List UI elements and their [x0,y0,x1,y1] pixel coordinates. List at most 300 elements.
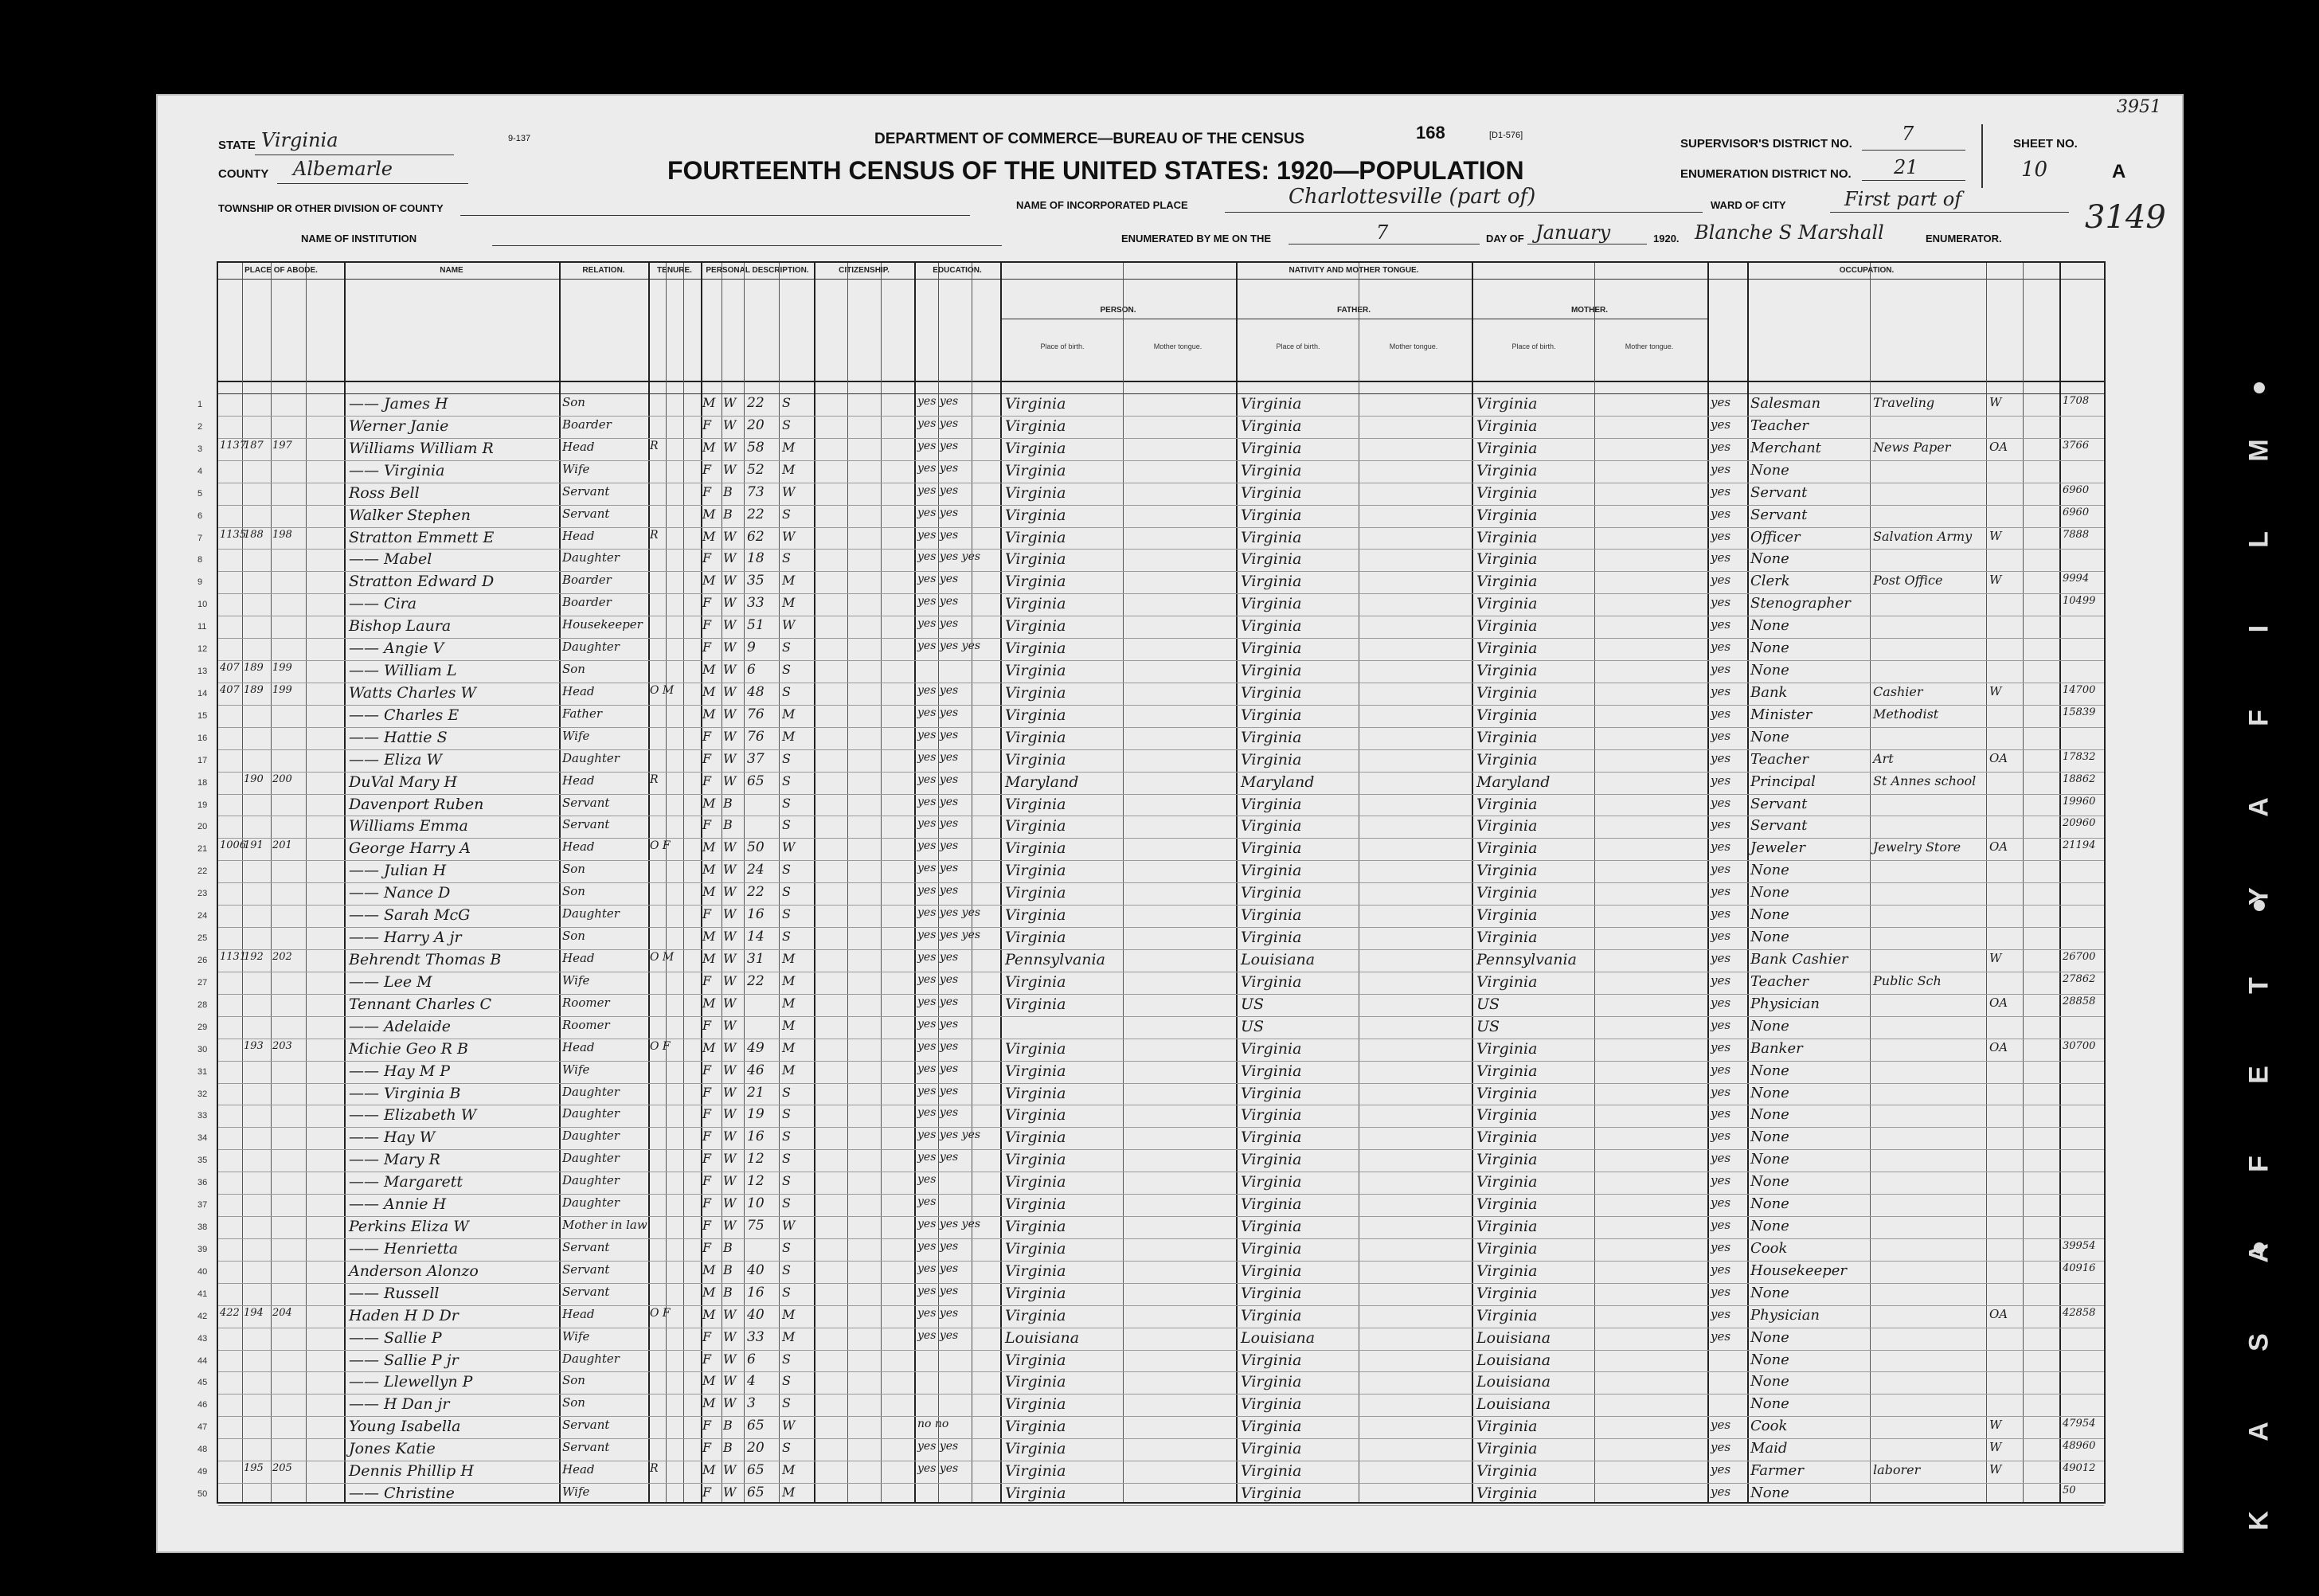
cell-fpob: Virginia [1241,795,1302,813]
cell-dw: 193 [244,1039,264,1052]
cell-race: W [723,395,737,410]
cell-pob: Louisiana [1005,1328,1080,1347]
cell-age: 22 [747,395,765,411]
cell-code: 1708 [2063,395,2090,407]
cell-rel: Head [562,773,595,788]
cell-eng: yes [1711,1462,1731,1477]
row-number: 45 [197,1378,208,1388]
group-citizenship: CITIZENSHIP. [839,266,890,275]
cell-race: W [723,461,737,477]
row-number: 28 [197,999,208,1010]
cell-rel: Servant [562,1262,610,1277]
cell-pob: Virginia [1005,1351,1066,1369]
cell-occ: Physician [1750,995,1820,1012]
cell-name: Dennis Phillip H [349,1462,474,1481]
row-number: 26 [197,956,208,965]
row-number: 43 [197,1333,208,1344]
cell-ms: W [782,617,796,633]
cell-fpob: Virginia [1241,862,1302,880]
cell-mpob: Virginia [1476,1129,1538,1147]
cell-street: 422 [220,1306,240,1319]
cell-age: 52 [747,461,765,478]
cell-occ: Bank [1750,683,1788,701]
cell-pob: Virginia [1005,1151,1066,1169]
cell-eng: yes [1711,439,1731,454]
cell-eng: yes [1711,839,1731,855]
cell-occ: None [1750,662,1789,679]
cell-sex: M [702,395,716,410]
cell-ed: yes yes [917,617,959,631]
cell-age: 76 [747,728,765,745]
cell-sex: M [702,1284,716,1300]
cell-name: Jones Katie [349,1440,436,1458]
cell-mpob: Virginia [1476,1151,1538,1169]
cell-sex: M [702,1262,716,1277]
cell-ind: Jewelry Store [1873,839,1961,855]
cell-mpob: Virginia [1476,862,1538,880]
cell-race: W [723,951,737,966]
cell-eng: yes [1711,906,1731,921]
cell-name: —— Sallie P jr [349,1351,459,1369]
cell-ms: M [782,951,796,966]
cell-ed: yes yes [917,1039,959,1053]
row-number: 5 [197,488,203,499]
cell-mpob: Virginia [1476,683,1538,702]
cell-fpob: Virginia [1241,839,1302,858]
cell-pob: Virginia [1005,728,1066,746]
cell-ms: S [782,662,791,678]
table-row [197,1238,2104,1262]
cell-name: Stratton Emmett E [349,528,495,546]
cell-name: —— Harry A jr [349,929,462,947]
cell-mpob: Virginia [1476,439,1538,457]
cell-mpob: Louisiana [1476,1351,1551,1369]
cell-occ: Salesman [1750,395,1821,412]
census-sheet [156,94,2184,1553]
cell-age: 9 [747,640,756,656]
cell-eng: yes [1711,929,1731,944]
cell-ms: S [782,1151,791,1167]
table-row [197,393,2104,417]
cell-rel: Daughter [562,1129,620,1144]
cell-ed: yes yes [917,461,959,475]
cell-ed: yes yes yes [917,550,981,564]
cell-eng: yes [1711,683,1731,698]
cell-fpob: Virginia [1241,595,1302,613]
row-number: 34 [197,1133,208,1144]
cell-pob: Virginia [1005,1262,1066,1280]
cell-ms: M [782,595,796,611]
cell-name: —— Llewellyn P [349,1373,473,1391]
cell-occ: Teacher [1750,750,1809,768]
cell-ed: yes yes [917,1328,959,1342]
cell-rel: Wife [562,728,590,743]
cell-occ: None [1750,1328,1789,1346]
cell-code: 47954 [2063,1418,2096,1430]
cell-rel: Wife [562,972,590,988]
cell-age: 16 [747,906,765,923]
cell-race: W [723,595,737,611]
table-body [197,393,2104,1503]
cell-ed: yes yes [917,951,959,964]
enumerated-label: ENUMERATED BY ME ON THE [1121,233,1272,244]
cell-mpob: Virginia [1476,906,1538,925]
table-row [197,1172,2104,1195]
cell-emp: OA [1989,1306,2008,1321]
cell-sex: M [702,506,716,522]
group-occupation: OCCUPATION. [1839,266,1895,275]
cell-rel: Daughter [562,1151,620,1166]
cell-name: —— H Dan jr [349,1395,450,1414]
head-person-pob: Place of birth. [1040,342,1085,350]
corner-number: 3951 [2117,97,2161,117]
cell-mpob: Virginia [1476,1195,1538,1214]
head-mother-pob: Place of birth. [1511,342,1556,350]
cell-emp: W [1989,1440,2002,1455]
row-number: 49 [197,1467,208,1477]
cell-ms: S [782,1173,791,1189]
cell-mpob: Virginia [1476,839,1538,858]
cell-race: W [723,550,737,566]
film-letter: M [2243,439,2274,462]
cell-pob: Virginia [1005,1462,1066,1481]
cell-pob: Virginia [1005,1218,1066,1236]
cell-fpob: Virginia [1241,550,1302,569]
cell-occ: Officer [1750,528,1801,546]
cell-occ: None [1750,1106,1789,1124]
year-text: 1920. [1653,233,1680,244]
cell-rel: Servant [562,817,610,832]
cell-age: 16 [747,1284,765,1301]
cell-ms: S [782,862,791,878]
cell-code: 20960 [2063,817,2096,830]
cell-name: DuVal Mary H [349,773,458,791]
cell-race: W [723,1017,737,1033]
cell-sex: F [702,1485,712,1500]
cell-name: Tennant Charles C [349,995,491,1013]
cell-eng: yes [1711,395,1731,409]
film-letter: A [2243,1422,2274,1441]
cell-ten: O F [650,1039,671,1053]
cell-ed: yes yes [917,995,959,1008]
cell-name: —— Julian H [349,862,447,880]
row-number: 6 [197,510,203,521]
cell-ms: S [782,1084,791,1100]
cell-fpob: Virginia [1241,1440,1302,1458]
cell-fpob: Virginia [1241,1106,1302,1125]
cell-rel: Father [562,706,603,721]
cell-mpob: Virginia [1476,483,1538,502]
cell-ed: yes yes [917,683,959,697]
cell-name: Bishop Laura [349,617,452,636]
table-row [197,593,2104,616]
table-row [197,1371,2104,1395]
cell-race: W [723,750,737,766]
cell-eng: yes [1711,1151,1731,1166]
cell-pob: Virginia [1005,839,1066,858]
table-row [197,438,2104,461]
cell-ms: S [782,1106,791,1122]
cell-pob: Virginia [1005,461,1066,479]
cell-mpob: Virginia [1476,1284,1538,1302]
cell-ten: R [650,439,659,452]
cell-mpob: Virginia [1476,929,1538,947]
cell-ind: laborer [1873,1462,1921,1478]
cell-eng: yes [1711,706,1731,721]
cell-sex: M [702,795,716,811]
film-letter: E [2243,1066,2274,1084]
cell-occ: None [1750,728,1789,745]
cell-name: Watts Charles W [349,683,477,702]
cell-rel: Head [562,683,595,698]
cell-occ: Physician [1750,1306,1820,1324]
cell-name: —— Hay W [349,1129,436,1147]
cell-dw: 188 [244,528,264,541]
cell-race: W [723,1084,737,1100]
cell-sex: M [702,884,716,900]
cell-rel: Housekeeper [562,617,643,632]
cell-rel: Daughter [562,1084,620,1099]
cell-pob: Virginia [1005,1485,1066,1503]
cell-eng: yes [1711,1084,1731,1099]
cell-age: 65 [747,1485,765,1501]
cell-rel: Son [562,884,585,899]
cell-emp: W [1989,1462,2002,1477]
cell-ed: yes yes yes [917,640,981,653]
row-number: 24 [197,911,208,921]
cell-ed: yes yes [917,773,959,786]
cell-sex: M [702,951,716,966]
row-number: 22 [197,866,208,877]
cell-mpob: Louisiana [1476,1395,1551,1414]
ward-label: WARD OF CITY [1711,199,1786,211]
cell-pob: Maryland [1005,773,1079,791]
cell-ms: S [782,773,791,788]
cell-pob: Virginia [1005,972,1066,991]
cell-sex: F [702,773,712,788]
table-row [197,571,2104,594]
cell-pob: Virginia [1005,817,1066,835]
cell-age: 14 [747,929,765,945]
cell-sex: F [702,906,712,922]
cell-mpob: Virginia [1476,640,1538,658]
cell-name: —— Virginia [349,461,445,479]
cell-ms: M [782,1039,796,1055]
cell-mpob: US [1476,1017,1500,1035]
cell-rel: Head [562,1039,595,1054]
cell-pob: Virginia [1005,417,1066,435]
cell-pob: Virginia [1005,595,1066,613]
cell-street: 1006 [220,839,247,852]
cell-name: —— Elizabeth W [349,1106,477,1125]
institution-label: NAME OF INSTITUTION [301,233,417,244]
cell-pob: Virginia [1005,506,1066,524]
cell-age: 58 [747,439,765,456]
cell-age: 49 [747,1039,765,1056]
table-row [197,1394,2104,1417]
cell-pob: Virginia [1005,1239,1066,1258]
table-row [197,549,2104,572]
cell-code: 40916 [2063,1262,2096,1274]
cell-pob: Virginia [1005,573,1066,591]
cell-eng: yes [1711,995,1731,1010]
cell-age: 6 [747,662,756,679]
cell-rel: Son [562,862,585,877]
cell-age: 22 [747,506,765,522]
cell-mpob: Virginia [1476,1039,1538,1058]
cell-race: B [723,1418,733,1434]
cell-rel: Head [562,1462,595,1477]
cell-rel: Daughter [562,1173,620,1188]
cell-pob: Virginia [1005,1440,1066,1458]
row-number: 41 [197,1289,208,1299]
cell-emp: W [1989,1418,2002,1433]
table-row [197,972,2104,995]
cell-code: 28858 [2063,995,2096,1007]
cell-age: 65 [747,773,765,789]
cell-eng: yes [1711,1106,1731,1121]
cell-age: 37 [747,750,765,767]
row-number: 39 [197,1244,208,1254]
cell-sex: F [702,1151,712,1167]
table-row [197,616,2104,639]
cell-pob: Virginia [1005,550,1066,569]
cell-ind: Cashier [1873,683,1923,699]
cell-age: 10 [747,1195,765,1212]
table-row [197,460,2104,483]
cell-race: W [723,773,737,788]
cell-eng: yes [1711,1173,1731,1188]
cell-mpob: Virginia [1476,1218,1538,1236]
cell-name: —— Adelaide [349,1017,452,1035]
cell-rel: Servant [562,1418,610,1433]
cell-rel: Mother in law [562,1218,647,1233]
table-row [197,994,2104,1017]
cell-mpob: Virginia [1476,795,1538,813]
cell-dw: 187 [244,439,264,452]
cell-code: 18862 [2063,773,2096,785]
table-row [197,1039,2104,1062]
incorporated-value: Charlottesville (part of) [1289,185,1536,209]
cell-ms: W [782,839,796,855]
cell-code: 30700 [2063,1039,2096,1052]
cell-rel: Son [562,662,585,677]
row-number: 18 [197,777,208,788]
group-relation: RELATION. [582,266,625,275]
cell-sex: F [702,461,712,477]
cell-occ: Cook [1750,1239,1788,1257]
table-row [197,927,2104,950]
cell-ten: O F [650,839,671,853]
cell-name: George Harry A [349,839,471,858]
cell-age: 16 [747,1129,765,1145]
table-row [197,527,2104,550]
cell-ed: yes yes [917,862,959,875]
group-personal: PERSONAL DESCRIPTION. [706,266,809,275]
cell-pob: Virginia [1005,662,1066,680]
cell-mpob: Virginia [1476,817,1538,835]
cell-age: 76 [747,706,765,722]
cell-fpob: Virginia [1241,528,1302,546]
cell-ms: S [782,683,791,699]
cell-fpob: Virginia [1241,1129,1302,1147]
cell-dw: 191 [244,839,264,852]
cell-sex: M [702,995,716,1011]
cell-emp: W [1989,573,2002,588]
cell-sex: M [702,662,716,678]
cell-eng: yes [1711,972,1731,988]
cell-ms: S [782,929,791,945]
cell-sex: M [702,929,716,945]
cell-occ: Teacher [1750,417,1809,434]
cell-name: —— Eliza W [349,750,442,769]
table-row [197,1127,2104,1150]
cell-fam: 202 [272,951,292,963]
table-row [197,638,2104,661]
cell-occ: None [1750,461,1789,479]
cell-ed: yes [917,1195,937,1209]
cell-ed: yes yes [917,1106,959,1120]
cell-rel: Son [562,929,585,944]
cell-street: 1131 [220,951,247,963]
cell-sex: M [702,683,716,699]
row-number: 11 [197,622,207,632]
cell-fpob: Virginia [1241,1062,1302,1080]
form-code: [D1-576] [1489,131,1523,140]
cell-sex: F [702,1017,712,1033]
cell-ed: yes yes [917,417,959,430]
cell-name: Williams William R [349,439,494,457]
cell-name: Ross Bell [349,483,420,502]
cell-pob: Virginia [1005,929,1066,947]
sheet-letter: A [2112,161,2126,182]
row-number: 32 [197,1089,208,1099]
row-number: 13 [197,667,208,677]
cell-ms: M [782,1328,796,1344]
enum-district-value: 21 [1894,156,1918,178]
row-number: 4 [197,466,203,476]
cell-occ: Clerk [1750,573,1790,590]
table-row [197,505,2104,528]
cell-race: W [723,839,737,855]
cell-race: W [723,617,737,633]
cell-fpob: Virginia [1241,461,1302,479]
cell-ed: yes yes [917,1084,959,1097]
cell-ed: yes [917,1173,937,1187]
table-row [197,1105,2104,1128]
cell-eng: yes [1711,640,1731,655]
cell-sex: M [702,528,716,544]
cell-name: Michie Geo R B [349,1039,468,1058]
table-row [197,1261,2104,1284]
cell-pob: Virginia [1005,795,1066,813]
cell-pob: Virginia [1005,906,1066,925]
cell-ms: S [782,1351,791,1367]
cell-race: W [723,862,737,878]
row-number: 3 [197,444,203,454]
cell-rel: Wife [562,1062,590,1077]
county-value: Albemarle [293,158,393,180]
cell-name: —— Mary R [349,1151,440,1169]
cell-eng: yes [1711,1418,1731,1433]
table-row [197,1083,2104,1106]
cell-age: 22 [747,972,765,989]
cell-mpob: Virginia [1476,1173,1538,1191]
cell-emp: OA [1989,750,2008,765]
cell-ed: yes yes [917,728,959,741]
cell-sex: F [702,617,712,633]
cell-race: B [723,817,733,833]
